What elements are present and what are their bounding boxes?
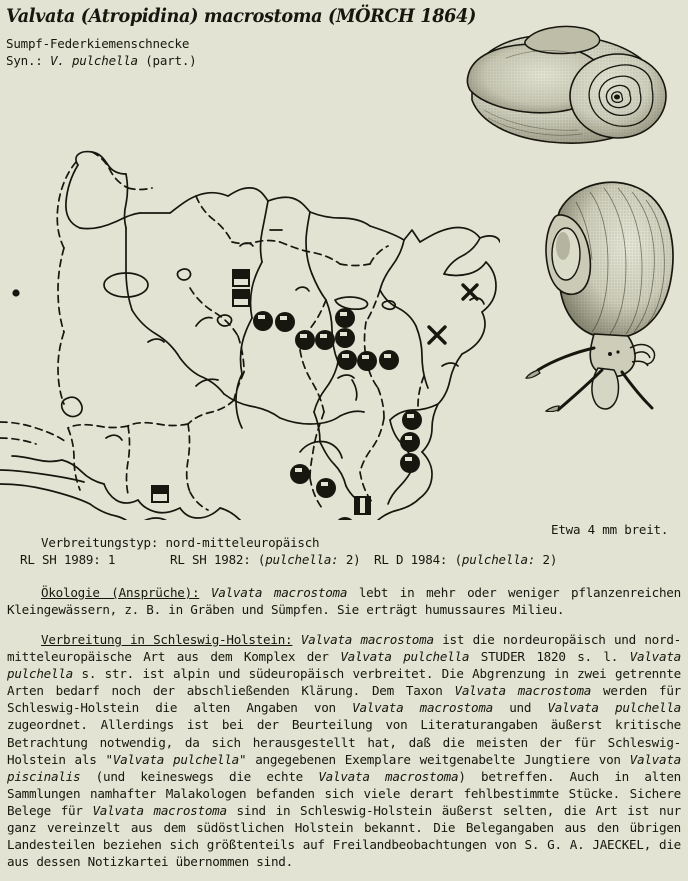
ecology-paragraph — [7, 584, 681, 618]
map-district-borders — [0, 152, 424, 510]
distribution-map — [0, 70, 500, 520]
shell-illustration-svg — [458, 18, 684, 158]
distribution-type: Verbreitungstyp: nord-mitteleuropäisch — [41, 535, 320, 550]
animal-illustration-svg — [498, 172, 686, 412]
synonym-line — [6, 53, 197, 68]
red-list-sh-1982: RL SH 1982: (pulchella: 2) — [170, 552, 361, 567]
red-list-d-1984: RL D 1984: (pulchella: 2) — [374, 552, 558, 567]
map-symbol-circle-highlight — [258, 312, 414, 520]
synonym-suffix: (part.) — [145, 53, 197, 68]
map-symbol-square — [152, 270, 370, 514]
map-symbol-cross — [429, 285, 477, 343]
ecology-text: lebt in mehr oder weniger pflanzenreichen Kleingewässern, z. B. in Gräben und Sümpfen. Sie erträgt humussaures Milieu. — [7, 585, 681, 618]
ecology-species-name: Valvata macrostoma — [210, 585, 348, 600]
shell-illustration — [458, 18, 684, 158]
scale-caption: Etwa 4 mm breit. — [551, 522, 669, 537]
map-island-dot-helgoland — [12, 289, 19, 296]
map-record-symbols — [12, 270, 477, 520]
distribution-heading: Verbreitung in Schleswig-Holstein: — [41, 632, 293, 647]
map-svg — [0, 70, 500, 520]
german-common-name: Sumpf-Federkiemenschnecke — [6, 36, 190, 51]
distribution-paragraph: Verbreitung in Schleswig-Holstein: Valvata macrostoma ist die nordeuropäisch und nord-mitteleuropäische Art aus dem Komplex der Valvata pulchella STUDER 1820 s. l. Valvata pulchella s. str. ist alpin und südeuropäisch verbreitet. Die Abgrenzung in zwei getrennte Arten bedarf noch der abschließenden Klärung. Dem Taxon Valvata macrostoma werden für Schleswig-Holstein die alten Angaben von Valvata macrostoma und Valvata pulchella zugeordnet. Allerdings ist bei der Beurteilung von Literaturangaben äußerst kritische Betrachtung notwendig, da sich herausgestellt hat, daß die meisten der für Schleswig-Holstein als "Valvata pulchella" angegebenen Exemplare weitgenabelte Jungtiere von Valvata piscinalis (und keineswegs die echte Valvata macrostoma) betreffen. Auch in alten Sammlungen namhafter Malakologen befanden sich viele derart fehlbestimmte Stücke. Sichere Belege für Valvata macrostoma sind in Schleswig-Holstein äußerst selten, die Art ist nur ganz vereinzelt aus dem südöstlichen Holstein bekannt. Die Belegangaben aus den übrigen Landesteilen beziehen sich größtenteils auf Freilandbeobachtungen von S. G. A. JAECKEL, die aus dessen Notizkartei übernommen sind. — [7, 632, 682, 870]
synonym-prefix: Syn.: — [6, 53, 43, 68]
red-list-sh-1989: RL SH 1989: 1 — [20, 552, 116, 567]
synonym-species: V. pulchella — [49, 53, 138, 68]
animal-illustration — [498, 172, 686, 412]
page-title: Valvata (Atropidina) macrostoma (MÖRCH 1864) — [6, 5, 476, 27]
ecology-heading: Ökologie (Ansprüche): — [41, 585, 200, 600]
